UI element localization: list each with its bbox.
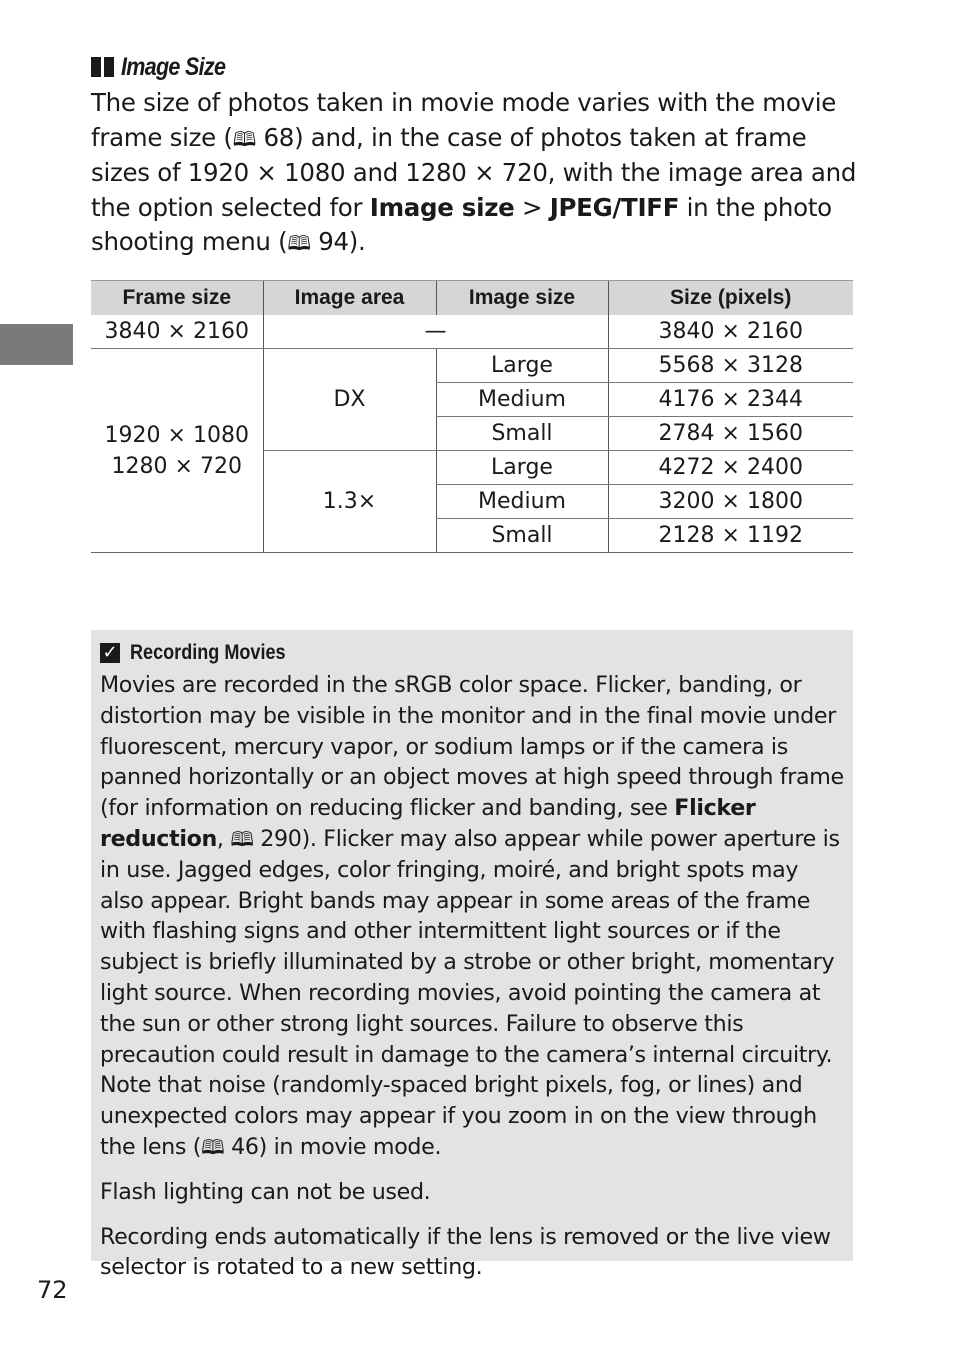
section-heading [91, 48, 861, 86]
section-title: Image Size [121, 52, 226, 81]
header-frame-size: Frame size [91, 281, 263, 316]
header-image-area: Image area [263, 281, 436, 316]
pixels-cell: 4176 × 2344 [608, 383, 853, 417]
chapter-tab-marker [0, 324, 73, 365]
image-area-cell: DX [263, 349, 436, 451]
table-row [91, 315, 853, 349]
image-size-cell: Small [436, 417, 608, 451]
pixels-cell: 2784 × 1560 [608, 417, 853, 451]
header-size-pixels: Size (pixels) [608, 281, 853, 316]
frame-size-cell: 3840 × 2160 [91, 315, 263, 349]
image-area-cell: 1.3× [263, 451, 436, 553]
check-icon: ✓ [100, 643, 120, 663]
recording-movies-note [91, 630, 853, 1281]
book-icon: 🕮 [232, 126, 256, 151]
image-area-cell: — [263, 315, 608, 349]
table-row [91, 349, 853, 383]
pixels-cell: 2128 × 1192 [608, 519, 853, 553]
header-image-size: Image size [436, 281, 608, 316]
note-title: Recording Movies [130, 641, 286, 664]
double-square-icon [91, 57, 114, 77]
page-number: 72 [37, 1276, 68, 1304]
image-size-cell: Medium [436, 383, 608, 417]
pixels-cell: 4272 × 2400 [608, 451, 853, 485]
intro-paragraph: The size of photos taken in movie mode varies with the movie frame size (🕮 68) and, in the case of photos taken at frame sizes of 1920 × 1080 and 1280 × 720, with the image area and the option selected for Image size > JPEG/TIFF in the photo shooting menu (🕮 94). [91, 88, 857, 256]
pixels-cell: 5568 × 3128 [608, 349, 853, 383]
pixels-cell: 3840 × 2160 [608, 315, 853, 349]
frame-size-group-cell: 1920 × 1080 1280 × 720 [91, 349, 263, 553]
book-icon: 🕮 [201, 1134, 225, 1159]
note-paragraph: Movies are recorded in the sRGB color space. Flicker, banding, or distortion may be visible in the monitor and in the final movie under fluorescent, mercury vapor, or sodium lamps or if the camera is panned horizontally or an object moves at high speed through frame (for information on reducing flicker and banding, see Flicker reduction, 🕮 290). Flicker may also appear while power aperture is in use. Jagged edges, color fringing, moiré, and bright spots may also appear. Bright bands may appear in some areas of the frame with flashing signs and other intermittent light sources or if the subject is briefly illuminated by a strobe or other bright, momentary light source. When recording movies, avoid pointing the camera at the sun or other strong light sources. Failure to observe this precaution could result in damage to the camera’s internal circuitry. Note that noise (randomly-spaced bright pixels, fog, or lines) and unexpected colors may appear if you zoom in on the view through the lens (🕮 46) in movie mode. [100, 672, 844, 1160]
image-size-section [91, 48, 861, 261]
note-paragraph: Recording ends automatically if the lens is removed or the live view selector is rotated to a new setting. [100, 1223, 831, 1281]
image-size-cell: Large [436, 349, 608, 383]
note-paragraph: Flash lighting can not be used. [100, 1178, 431, 1205]
image-size-cell: Small [436, 519, 608, 553]
book-icon: 🕮 [230, 826, 254, 851]
image-size-table [91, 280, 853, 553]
book-icon: 🕮 [287, 231, 311, 255]
image-size-cell: Medium [436, 485, 608, 519]
image-size-cell: Large [436, 451, 608, 485]
pixels-cell: 3200 × 1800 [608, 485, 853, 519]
table-header-row [91, 281, 853, 316]
note-heading [100, 636, 845, 670]
